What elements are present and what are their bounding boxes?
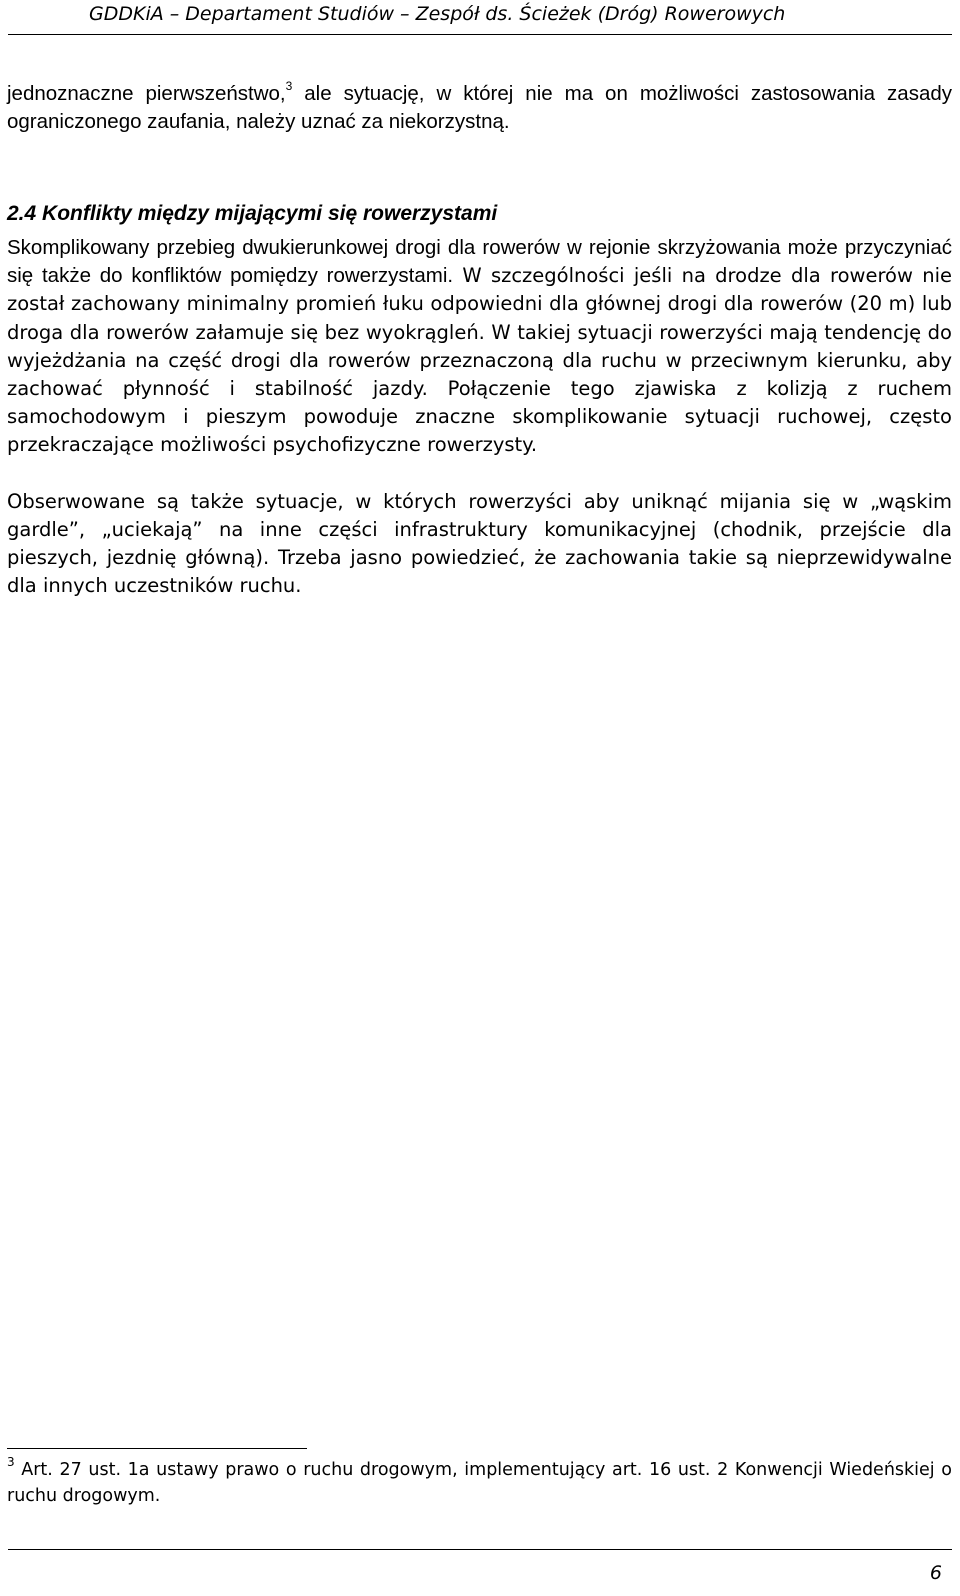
footer-divider — [8, 1549, 952, 1550]
footnote-divider — [7, 1448, 307, 1449]
intro-text-end: ale sytuację, w której nie ma on możliwości zastosowania zasady ograniczonego zaufania, należy uznać za niekorzystną. — [7, 82, 952, 134]
footnote — [7, 1457, 952, 1509]
section-paragraph-1 — [7, 234, 952, 460]
page-header — [8, 0, 952, 35]
section-paragraph-2: Obserwowane są także sytuacje, w których rowerzyści aby uniknąć mijania się w „wąskim gardle”, „uciekają” na inne części infrastruktury komunikacyjnej (chodnik, przejście dla pieszych, jezdnię główną). Trzeba jasno powiedzieć, że zachowania takie są nieprzewidywalne dla innych uczestników ruchu. — [7, 489, 952, 598]
footnote-text: Art. 27 ust. 1a ustawy prawo o ruchu drogowym, implementujący art. 16 ust. 2 Konwencji Wiedeńskiej o ruchu drogowym. — [7, 1460, 952, 1506]
intro-paragraph — [7, 80, 952, 136]
section-block — [7, 200, 952, 600]
intro-block — [7, 80, 952, 136]
footnote-number: 3 — [7, 1455, 15, 1470]
footnote-ref[interactable]: 3 — [285, 79, 293, 94]
paragraph-1-lead: Skomplikowany przebieg dwukierunkowej drogi dla rowerów w rejonie skrzyżowania może przyczyniać się także do konfliktów pomiędzy rowerzystami. — [7, 236, 952, 288]
intro-text-start: jednoznaczne pierwszeństwo, — [7, 82, 286, 105]
page-number: 6 — [929, 1562, 942, 1584]
header-title: GDDKiA – Departament Studiów – Zespół ds. Ścieżek (Dróg) Rowerowych — [89, 3, 786, 25]
section-heading: 2.4 Konflikty między mijającymi się rowerzystami — [7, 202, 498, 225]
paragraph-1-rest: W szczególności jeśli na drodze dla rowerów nie został zachowany minimalny promień łuku odpowiedni dla głównej drogi dla rowerów (20 m) lub droga dla rowerów załamuje się bez wyokrągleń. W takiej sytuacji rowerzyści mają tendencję do wyjeżdżania na część drogi dla rowerów przeznaczoną dla ruchu w przeciwnym kierunku, aby zachować płynność i stabilność jazdy. Połączenie tego zjawiska z kolizją z ruchem samochodowym i pieszym powoduje znaczne skomplikowanie sytuacji ruchowej, często przekraczające możliwości psychofizyczne rowerzysty. — [7, 264, 952, 457]
